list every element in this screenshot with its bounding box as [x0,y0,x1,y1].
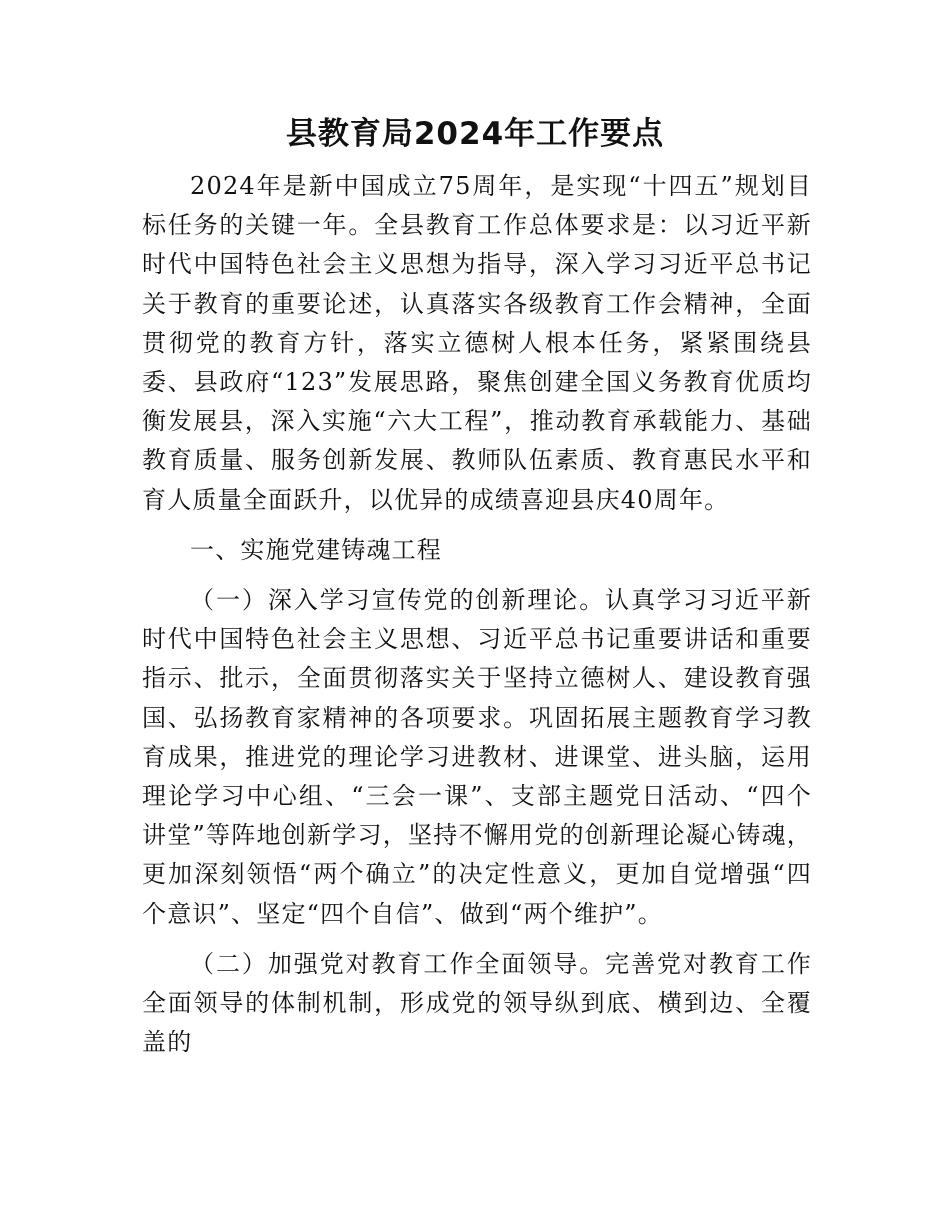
document-title: 县教育局2024年工作要点 [285,116,665,152]
body-paragraph: （二）加强党对教育工作全面领导。完善党对教育工作全面领导的体制机制，形成党的领导纵到底、横到边、全覆盖的 [142,949,812,1057]
document-body [142,167,812,1062]
section-heading: 一、实施党建铸魂工程 [190,535,442,564]
intro-paragraph: 2024年是新中国成立75周年，是实现“十四五”规划目标任务的关键一年。全县教育工作总体要求是：以习近平新时代中国特色社会主义思想为指导，深入学习习近平总书记关于教育的重要论述，认真落实各级教育工作会精神，全面贯彻党的教育方针，落实立德树人根本任务，紧紧围绕县委、县政府“123”发展思路，聚焦创建全国义务教育优质均衡发展县，深入实施“六大工程”，推动教育承载能力、基础教育质量、服务创新发展、教师队伍素质、教育惠民水平和育人质量全面跃升，以优异的成绩喜迎县庆40周年。 [142,172,812,514]
body-paragraph: （一）深入学习宣传党的创新理论。认真学习习近平新时代中国特色社会主义思想、习近平总书记重要讲话和重要指示、批示，全面贯彻落实关于坚持立德树人、建设教育强国、弘扬教育家精神的各项要求。巩固拓展主题教育学习教育成果，推进党的理论学习进教材、进课堂、进头脑，运用理论学习中心组、“三会一课”、支部主题党日活动、“四个讲堂”等阵地创新学习，坚持不懈用党的创新理论凝心铸魂，更加深刻领悟“两个确立”的决定性意义，更加自觉增强“四个意识”、坚定“四个自信”、做到“两个维护”。 [142,586,812,928]
